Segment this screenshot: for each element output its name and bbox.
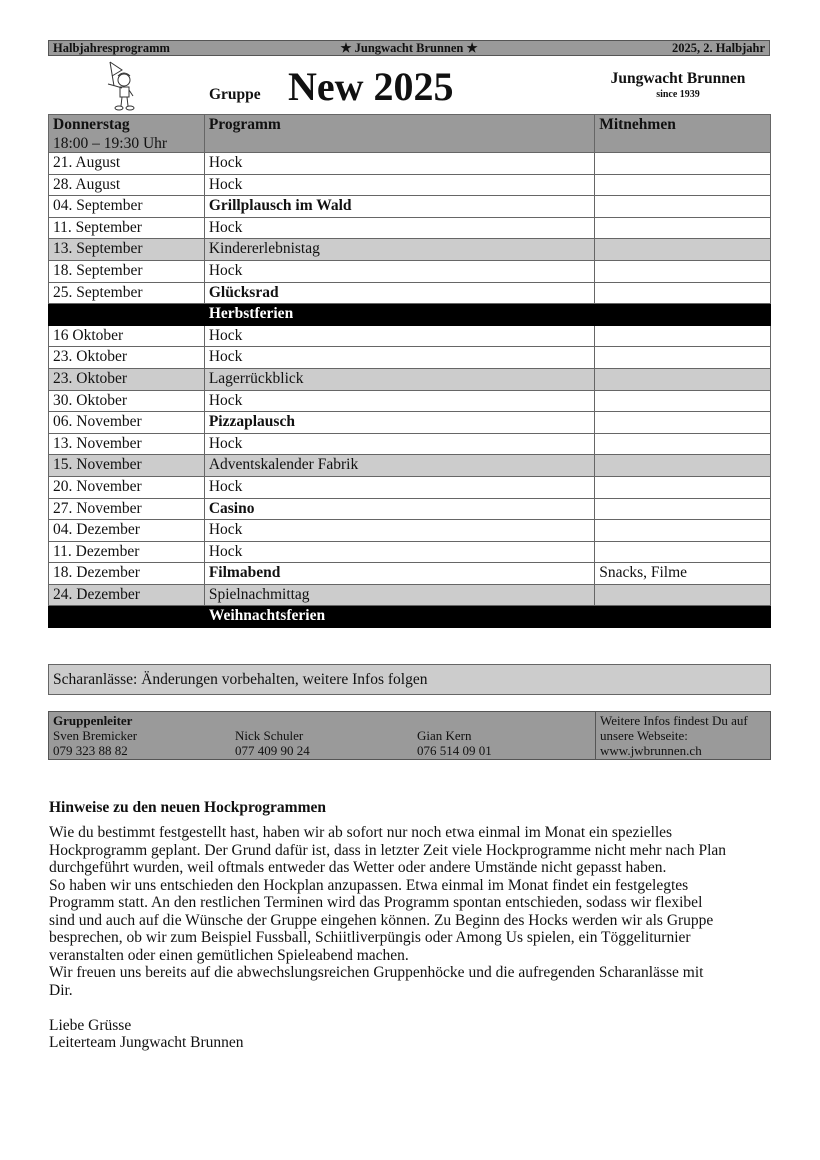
gruppe-label: Gruppe: [209, 86, 261, 103]
mitnehmen-cell: [595, 325, 771, 347]
holiday-row: [49, 606, 771, 628]
header-time-label: 18:00 – 19:30 Uhr: [53, 135, 168, 152]
programm-cell: Glücksrad: [204, 282, 594, 304]
table-row: [49, 260, 771, 282]
date-cell: 13. September: [49, 239, 205, 261]
group-name: New 2025: [288, 64, 454, 109]
notes-section: [49, 799, 774, 1052]
table-row: [49, 325, 771, 347]
date-cell: 28. August: [49, 174, 205, 196]
mitnehmen-cell: [595, 174, 771, 196]
table-row: [49, 433, 771, 455]
table-row: [49, 217, 771, 239]
mitnehmen-cell: [595, 239, 771, 261]
programm-cell: Weihnachtsferien: [204, 606, 594, 628]
mitnehmen-cell: [595, 498, 771, 520]
table-row: [49, 368, 771, 390]
programm-cell: Hock: [204, 217, 594, 239]
date-cell: 18. September: [49, 260, 205, 282]
leaders-title: Gruppenleiter: [53, 713, 133, 728]
notes-line: Programm statt. An den restlichen Terminen wird das Programm spontan entschieden, sodass wir flexibel: [49, 894, 703, 911]
mitnehmen-cell: [595, 520, 771, 542]
date-cell: [49, 304, 205, 326]
mitnehmen-cell: [595, 476, 771, 498]
date-cell: 23. Oktober: [49, 347, 205, 369]
date-cell: 06. November: [49, 412, 205, 434]
notes-line: durchgeführt wurden, weil oftmals entweder das Wetter oder andere Umstände nicht gepasst haben.: [49, 859, 667, 876]
date-cell: 25. September: [49, 282, 205, 304]
leader-3: [417, 728, 492, 758]
programm-cell: Herbstferien: [204, 304, 594, 326]
notes-line: Wie du bestimmt festgestellt hast, haben wir ab sofort nur noch etwa einmal im Monat ein spezielles: [49, 824, 673, 841]
programm-cell: Hock: [204, 260, 594, 282]
mitnehmen-cell: [595, 433, 771, 455]
mitnehmen-cell: [595, 455, 771, 477]
date-cell: 04. Dezember: [49, 520, 205, 542]
mitnehmen-cell: [595, 304, 771, 326]
table-row: [49, 520, 771, 542]
table-row: [49, 282, 771, 304]
table-body: [49, 153, 771, 628]
website-link[interactable]: www.jwbrunnen.ch: [600, 743, 702, 758]
programm-cell: Hock: [204, 433, 594, 455]
program-table: [48, 114, 771, 628]
mitnehmen-cell: [595, 584, 771, 606]
info-line-2: unsere Webseite:: [600, 728, 688, 743]
table-row: [49, 455, 771, 477]
mitnehmen-cell: [595, 260, 771, 282]
programm-cell: Hock: [204, 390, 594, 412]
table-row: [49, 541, 771, 563]
programm-cell: Grillplausch im Wald: [204, 196, 594, 218]
notes-heading: Hinweise zu den neuen Hockprogrammen: [49, 799, 326, 816]
website-info: [596, 712, 770, 759]
header-left: Halbjahresprogramm: [53, 40, 170, 55]
date-cell: 23. Oktober: [49, 368, 205, 390]
table-row: [49, 196, 771, 218]
mitnehmen-cell: [595, 541, 771, 563]
org-since: since 1939: [656, 89, 700, 100]
leader-1: [53, 728, 137, 758]
programm-cell: Spielnachmittag: [204, 584, 594, 606]
notes-line: sind und auch auf die Wünsche der Gruppe eingehen können. Zu Beginn des Hocks werden wir als Gruppe: [49, 911, 714, 929]
programm-cell: Hock: [204, 347, 594, 369]
leader-phone: 079 323 88 82: [53, 743, 128, 758]
leader-name: Sven Bremicker: [53, 728, 138, 743]
table-row: [49, 390, 771, 412]
programm-cell: Hock: [204, 541, 594, 563]
mitnehmen-cell: [595, 282, 771, 304]
leaders-list: [49, 712, 596, 759]
info-line-1: Weitere Infos findest Du auf: [600, 713, 748, 728]
mitnehmen-cell: [595, 606, 771, 628]
mitnehmen-cell: [595, 153, 771, 175]
date-cell: 11. Dezember: [49, 541, 205, 563]
mascot-logo-icon: [100, 60, 150, 112]
programm-cell: Filmabend: [204, 563, 594, 585]
header-mitnehmen: Mitnehmen: [595, 115, 771, 153]
table-header-row: [49, 115, 771, 153]
table-row: [49, 412, 771, 434]
date-cell: 04. September: [49, 196, 205, 218]
table-row: [49, 563, 771, 585]
notes-line: Dir.: [49, 981, 73, 999]
notes-line: veranstalten oder einen gemütlichen Spieleabend machen.: [49, 946, 409, 964]
header-day-label: Donnerstag: [53, 116, 130, 133]
date-cell: 20. November: [49, 476, 205, 498]
greeting: Liebe Grüsse: [49, 1016, 132, 1034]
date-cell: [49, 606, 205, 628]
date-cell: 11. September: [49, 217, 205, 239]
programm-cell: Kindererlebnistag: [204, 239, 594, 261]
date-cell: 13. November: [49, 433, 205, 455]
header-programm: Programm: [204, 115, 594, 153]
leader-name: Gian Kern: [417, 728, 472, 743]
mitnehmen-cell: [595, 368, 771, 390]
table-row: [49, 153, 771, 175]
mitnehmen-cell: [595, 412, 771, 434]
header-day: [49, 115, 205, 153]
programm-cell: Hock: [204, 476, 594, 498]
programm-cell: Hock: [204, 153, 594, 175]
table-row: [49, 239, 771, 261]
table-row: [49, 498, 771, 520]
notes-line: Wir freuen uns bereits auf die abwechslungsreichen Gruppenhöcke und die aufregenden Scharanlässe mit: [49, 964, 704, 981]
header-right: 2025, 2. Halbjahr: [671, 40, 765, 55]
date-cell: 24. Dezember: [49, 584, 205, 606]
leader-2: [235, 728, 310, 758]
programm-cell: Adventskalender Fabrik: [204, 455, 594, 477]
leader-phone: 076 514 09 01: [417, 743, 492, 758]
table-row: [49, 174, 771, 196]
date-cell: 16 Oktober: [49, 325, 205, 347]
mitnehmen-cell: [595, 390, 771, 412]
notes-line: Hockprogramm geplant. Der Grund dafür ist, dass in letzter Zeit viele Hockprogramme nicht mehr nach Plan: [49, 841, 727, 859]
date-cell: 30. Oktober: [49, 390, 205, 412]
date-cell: 21. August: [49, 153, 205, 175]
table-row: [49, 347, 771, 369]
mitnehmen-cell: Snacks, Filme: [595, 563, 771, 585]
mitnehmen-cell: [595, 347, 771, 369]
programm-cell: Lagerrückblick: [204, 368, 594, 390]
header-center: ★ Jungwacht Brunnen ★: [340, 41, 478, 55]
notes-line: So haben wir uns entschieden den Hockplan anzupassen. Etwa einmal im Monat findet ein festgelegtes: [49, 876, 689, 894]
date-cell: 18. Dezember: [49, 563, 205, 585]
programm-cell: Pizzaplausch: [204, 412, 594, 434]
leader-phone: 077 409 90 24: [235, 743, 310, 758]
leader-name: Nick Schuler: [235, 728, 304, 743]
mitnehmen-cell: [595, 217, 771, 239]
programm-cell: Hock: [204, 325, 594, 347]
notice-box: Scharanlässe: Änderungen vorbehalten, weitere Infos folgen: [48, 664, 771, 695]
notes-body: [49, 824, 774, 999]
programm-cell: Casino: [204, 498, 594, 520]
signature: Leiterteam Jungwacht Brunnen: [49, 1034, 244, 1051]
mitnehmen-cell: [595, 196, 771, 218]
notes-line: besprechen, ob wir zum Beispiel Fussball, Schiitliverpüngis oder Among Us spielen, ein Töggeliturnier: [49, 929, 691, 946]
programm-cell: Hock: [204, 174, 594, 196]
org-name: Jungwacht Brunnen: [610, 70, 746, 87]
leaders-box: [48, 711, 771, 760]
date-cell: 27. November: [49, 498, 205, 520]
table-row: [49, 584, 771, 606]
table-row: [49, 476, 771, 498]
header-bar: [48, 40, 770, 56]
holiday-row: [49, 304, 771, 326]
programm-cell: Hock: [204, 520, 594, 542]
date-cell: 15. November: [49, 455, 205, 477]
